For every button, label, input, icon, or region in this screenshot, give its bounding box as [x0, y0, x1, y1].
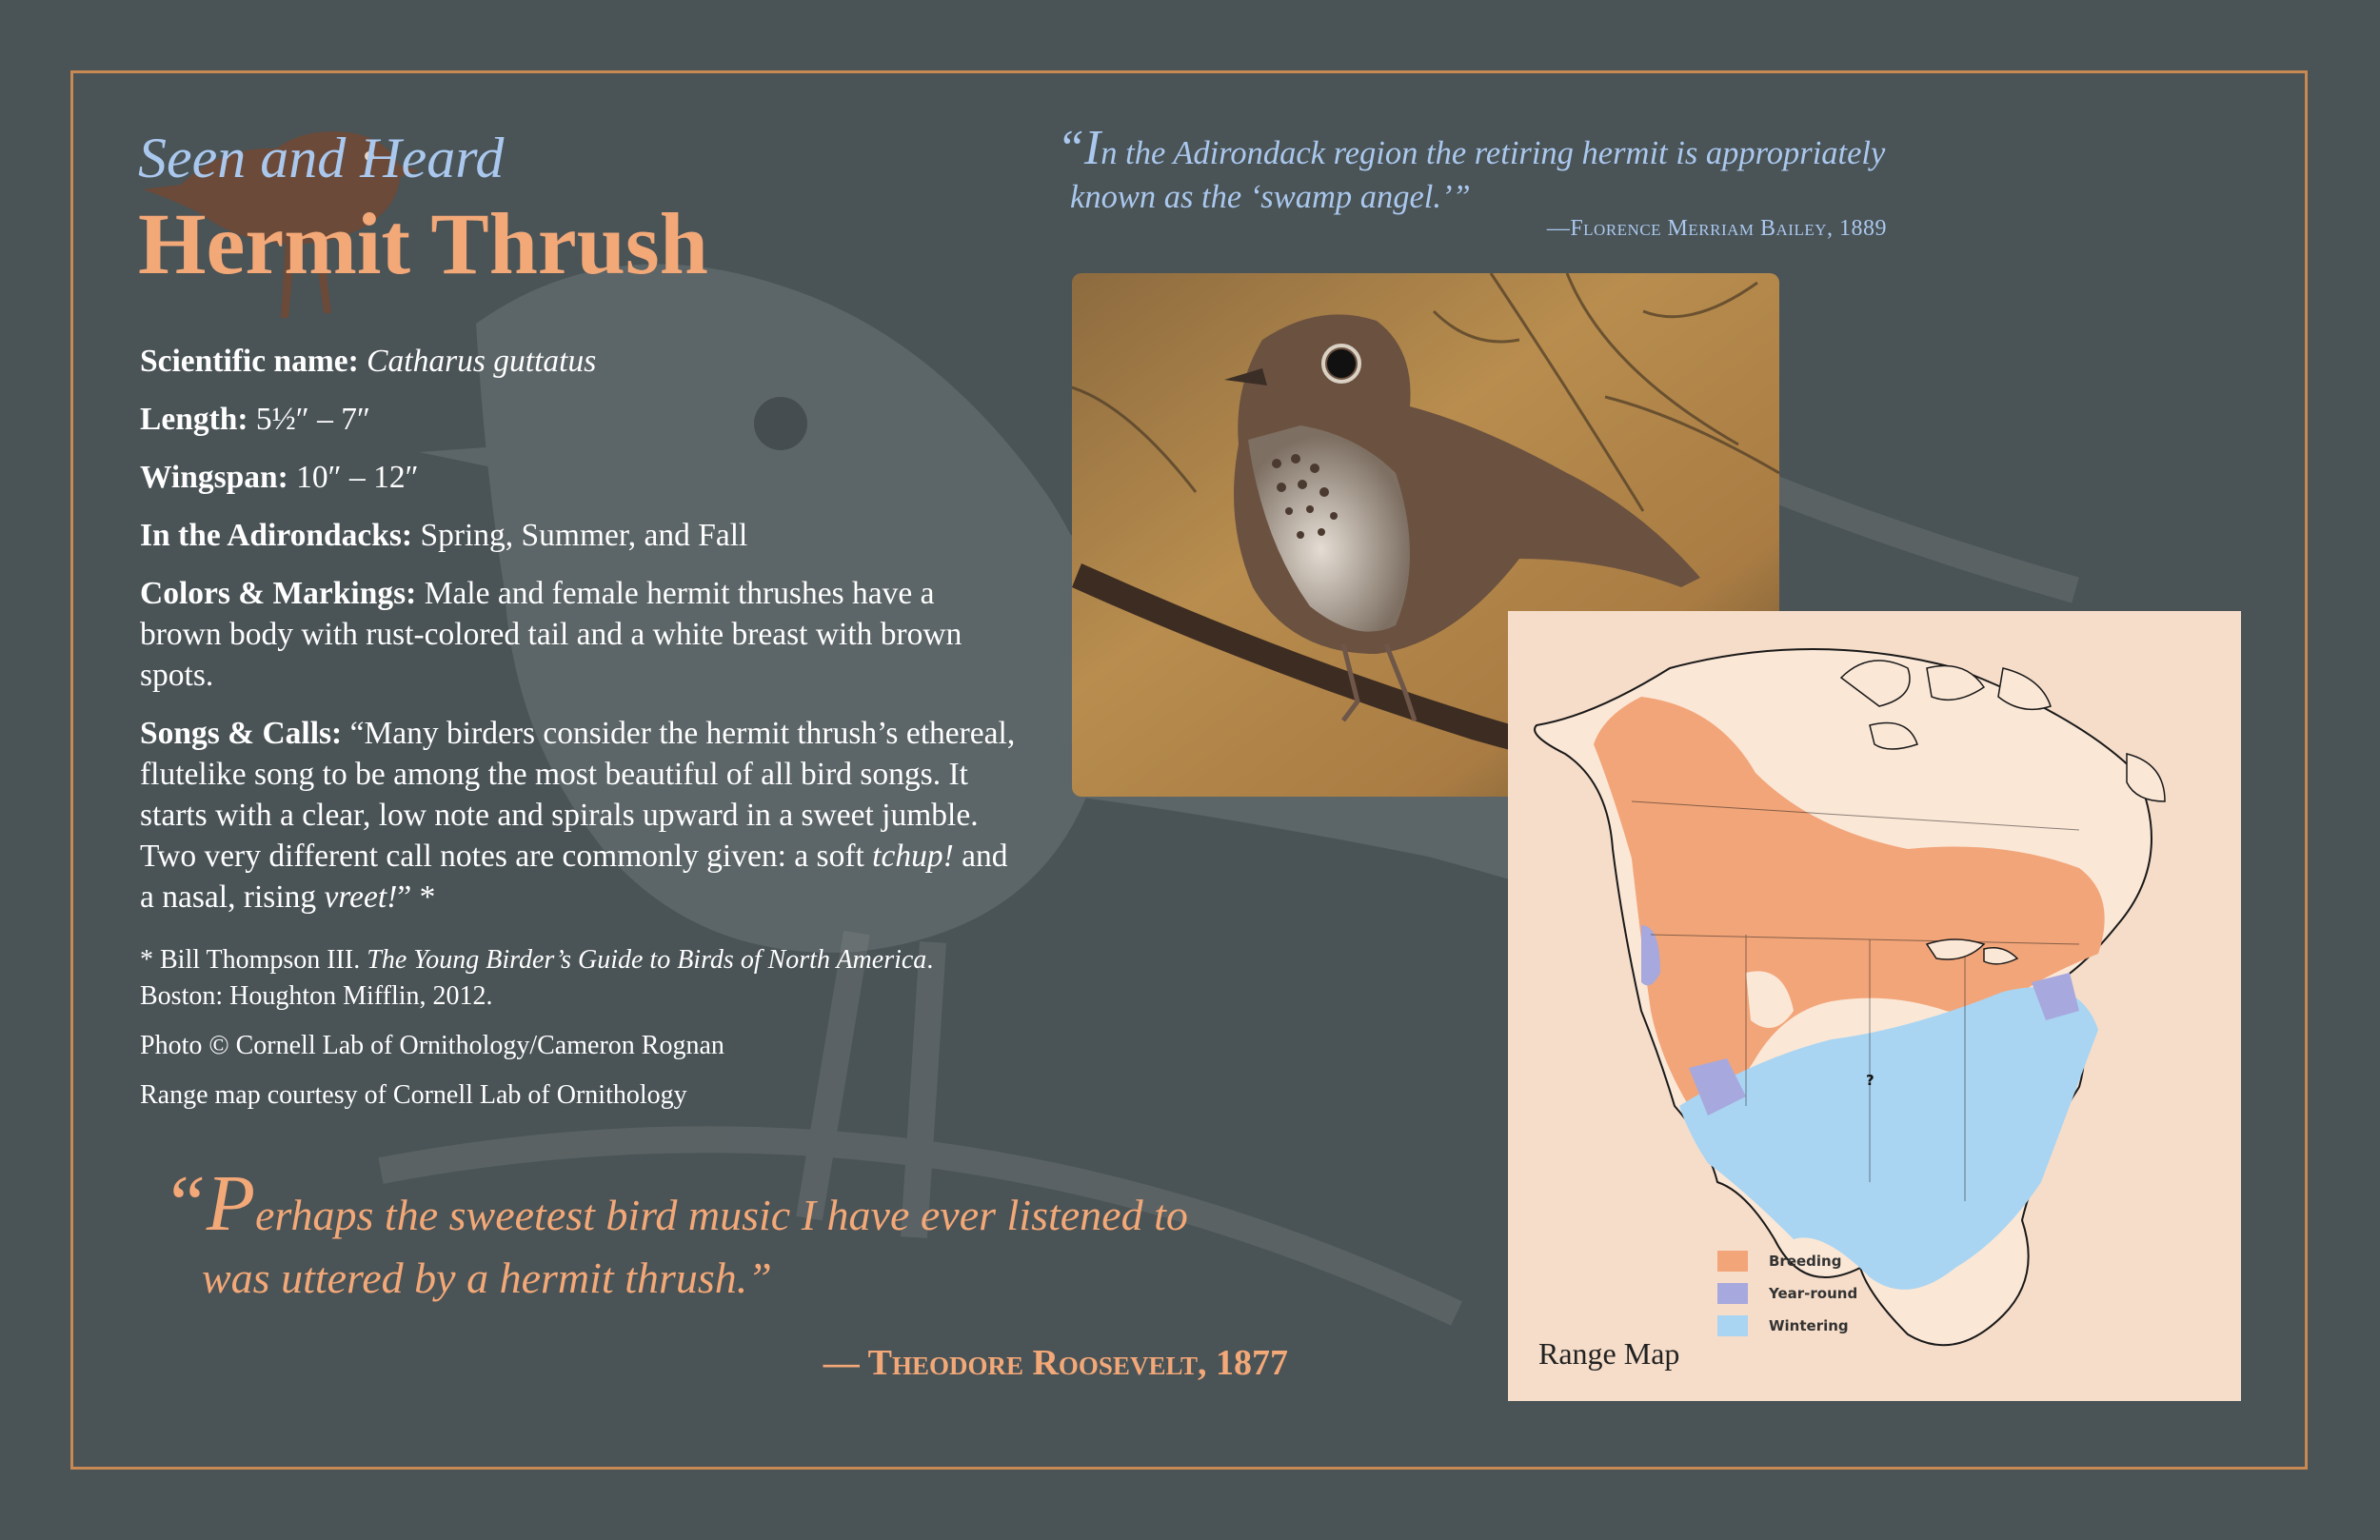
citation-publisher: Boston: Houghton Mifflin, 2012.: [140, 981, 493, 1011]
citation-title: The Young Birder’s Guide to Birds of North America: [367, 945, 927, 975]
bailey-attribution: —Florence Merriam Bailey, 1889: [1546, 216, 1887, 241]
fact-length: [140, 399, 1016, 440]
fact-value: “Many birders consider the hermit thrush’s ethereal, flutelike song to be among the most beautiful of all bird songs. It starts with a clear, low note and spirals upward in a sweet jumble. Two very different call notes are commonly given: a soft: [140, 716, 1016, 874]
quote-open-mark: “P: [162, 1159, 256, 1248]
quote-line-1: [1057, 121, 1894, 175]
fact-scientific-name: [140, 341, 1016, 382]
call-tchup: tchup!: [872, 839, 954, 874]
fact-adirondacks: [140, 515, 1016, 556]
bailey-quote: [1057, 121, 1894, 219]
quote-open-mark: “I: [1057, 121, 1101, 175]
photo-credit: Photo © Cornell Lab of Ornithology/Cameron Rognan: [140, 1031, 724, 1060]
credits: [140, 942, 1016, 1114]
fact-value-cont: and a nasal, rising: [140, 839, 1008, 915]
quote-text: n the Adirondack region the retiring hermit is appropriately: [1101, 135, 1886, 171]
legend-year-round: [1717, 1283, 1857, 1304]
subtitle: Seen and Heard: [138, 127, 505, 189]
roosevelt-quote: [162, 1159, 1342, 1310]
map-title: Range Map: [1538, 1336, 1680, 1371]
roosevelt-attribution: — Theodore Roosevelt, 1877: [823, 1343, 1288, 1383]
fact-value: 10″ – 12″: [296, 460, 419, 495]
quote-line-2: known as the ‘swamp angel.’”: [1070, 179, 1471, 215]
legend-swatch-wintering: [1717, 1315, 1748, 1336]
map-credit: Range map courtesy of Cornell Lab of Ornithology: [140, 1080, 687, 1110]
range-map-art: [1508, 611, 2241, 1401]
quote-line-2: was uttered by a hermit thrush.”: [202, 1254, 772, 1302]
legend-label: Breeding: [1769, 1253, 1842, 1270]
legend-wintering: [1717, 1315, 1857, 1336]
fact-label: Colors & Markings:: [140, 576, 417, 611]
species-facts: [140, 341, 1016, 1127]
fact-label: Scientific name:: [140, 344, 359, 379]
map-legend: [1717, 1251, 1857, 1348]
fact-value: Catharus guttatus: [367, 344, 597, 379]
legend-breeding: [1717, 1251, 1857, 1272]
call-vreet: vreet!: [324, 879, 398, 915]
fact-value: 5½″ – 7″: [255, 402, 370, 437]
fact-label: Length:: [140, 402, 248, 437]
legend-label: Wintering: [1769, 1317, 1849, 1334]
citation: [140, 942, 1016, 1015]
page-title: Hermit Thrush: [138, 195, 708, 292]
fact-wingspan: [140, 457, 1016, 498]
map-unknown-marker: ?: [1866, 1072, 1874, 1089]
range-map: [1508, 611, 2241, 1401]
fact-value-end: ” *: [397, 879, 436, 915]
fact-value: Male and female hermit thrushes have a brown body with rust-colored tail and a white breast with brown spots.: [140, 576, 962, 693]
fact-colors-markings: [140, 573, 1016, 696]
fact-label: Wingspan:: [140, 460, 288, 495]
fact-label: Songs & Calls:: [140, 716, 343, 751]
quote-text: erhaps the sweetest bird music I have ever listened to: [255, 1191, 1188, 1239]
quote-line-1: [162, 1159, 1342, 1248]
fact-value: Spring, Summer, and Fall: [420, 518, 748, 553]
citation-period: .: [926, 945, 934, 975]
legend-swatch-year-round: [1717, 1283, 1748, 1304]
fact-songs-calls: [140, 713, 1016, 918]
legend-label: Year-round: [1769, 1285, 1858, 1302]
legend-swatch-breeding: [1717, 1251, 1748, 1272]
citation-prefix: * Bill Thompson III.: [140, 945, 361, 975]
fact-label: In the Adirondacks:: [140, 518, 413, 553]
